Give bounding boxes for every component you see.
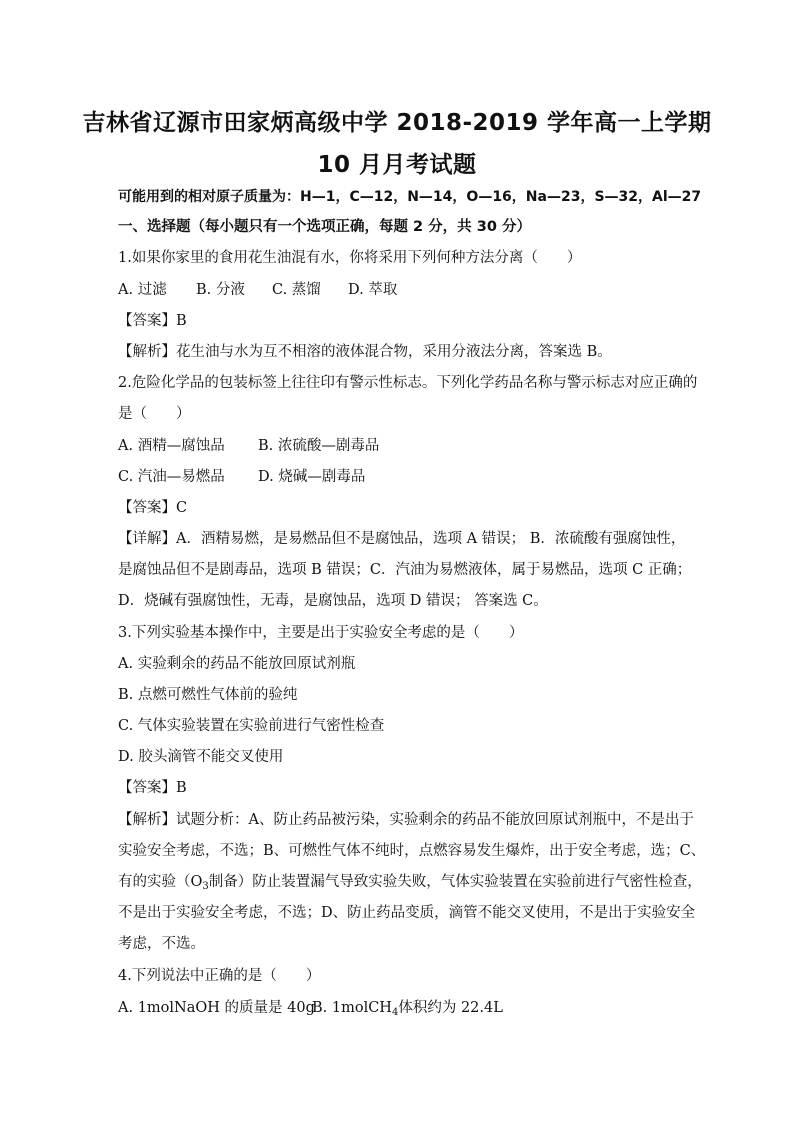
question-1-options [118,280,678,300]
question-4-options-ab [118,998,678,1018]
section-heading: 一、选择题（每小题只有一个选项正确，每题 2 分，共 30 分） [118,219,531,235]
q4-option-b: B. 1molCH$_4$体积约为 22.4L [312,1000,503,1018]
question-3-analysis-line1: 【解析】试题分析：A、防止药品被污染，实验剩余的药品不能放回原试剂瓶中，不是出于 [118,812,694,828]
q2-option-b: B. 浓硫酸—剧毒品 [258,438,380,454]
q3-option-d: D. 胶头滴管不能交叉使用 [118,749,284,765]
question-3-analysis-line2: 实验安全考虑，不选；B、可燃性气体不纯时，点燃容易发生爆炸，出于安全考虑，选；C、 [118,843,706,859]
q4-option-a: A. 1molNaOH 的质量是 40g [118,1000,315,1016]
question-1-stem: 1.如果你家里的食用花生油混有水，你将采用下列何种方法分离（ ） [118,250,582,266]
question-1-analysis: 【解析】花生油与水为互不相溶的液体混合物，采用分液法分离，答案选 B。 [118,344,612,360]
question-4-stem: 4.下列说法中正确的是（ ） [118,968,321,984]
document-title: 吉林省辽源市田家炳高级中学 2018-2019 学年高一上学期 [82,110,712,136]
q3-option-b: B. 点燃可燃性气体前的验纯 [118,687,298,703]
q1-option-a: A. 过滤 [118,282,167,298]
q3-option-a: A. 实验剩余的药品不能放回原试剂瓶 [118,656,356,672]
question-1-answer: 【答案】B [118,313,187,329]
question-3-analysis-line4: 不是出于实验安全考虑，不选；D、防止药品变质，滴管不能交叉使用，不是出于实验安全 [118,905,696,921]
q2-option-d: D. 烧碱—剧毒品 [258,469,366,485]
question-3-stem: 3.下列实验基本操作中，主要是出于实验安全考虑的是（ ） [118,625,524,641]
q1-option-d: D. 萃取 [348,282,398,298]
question-2-answer: 【答案】C [118,500,188,516]
question-2-options-cd [118,467,678,487]
question-2-stem-line1: 2.危险化学品的包装标签上往往印有警示性标志。下列化学药品名称与警示标志对应正确的 [118,375,698,391]
question-3-analysis-line5: 考虑，不选。 [118,936,205,952]
question-2-detail-line1: 【详解】A．酒精易燃，是易燃品但不是腐蚀品，选项 A 错误； B．浓硫酸有强腐蚀性， [118,531,686,547]
question-3-answer: 【答案】B [118,780,187,796]
document-subtitle: 10 月月考试题 [317,152,477,178]
question-2-detail-line2: 是腐蚀品但不是剧毒品，选项 B 错误；C．汽油为易燃液体，属于易燃品，选项 C 正确； [118,562,692,578]
question-2-stem-line2: 是（ ） [118,406,191,422]
atomic-mass-note: 可能用到的相对原子质量为：H—1，C—12，N—14，O—16，Na—23，S—32，Al—27 [118,189,702,205]
question-2-options-ab [118,436,678,456]
q2-option-a: A. 酒精—腐蚀品 [118,438,225,454]
q3-option-c: C. 气体实验装置在实验前进行气密性检查 [118,718,385,734]
q1-option-b: B. 分液 [196,282,245,298]
question-3-analysis-line3: 有的实验（$O_3$制备）防止装置漏气导致实验失败，气体实验装置在实验前进行气密性检查， [118,874,702,892]
q1-option-c: C. 蒸馏 [272,282,321,298]
q2-option-c: C. 汽油—易燃品 [118,469,225,485]
question-2-detail-line3: D．烧碱有强腐蚀性，无毒，是腐蚀品，选项 D 错误； 答案选 C。 [118,593,548,609]
